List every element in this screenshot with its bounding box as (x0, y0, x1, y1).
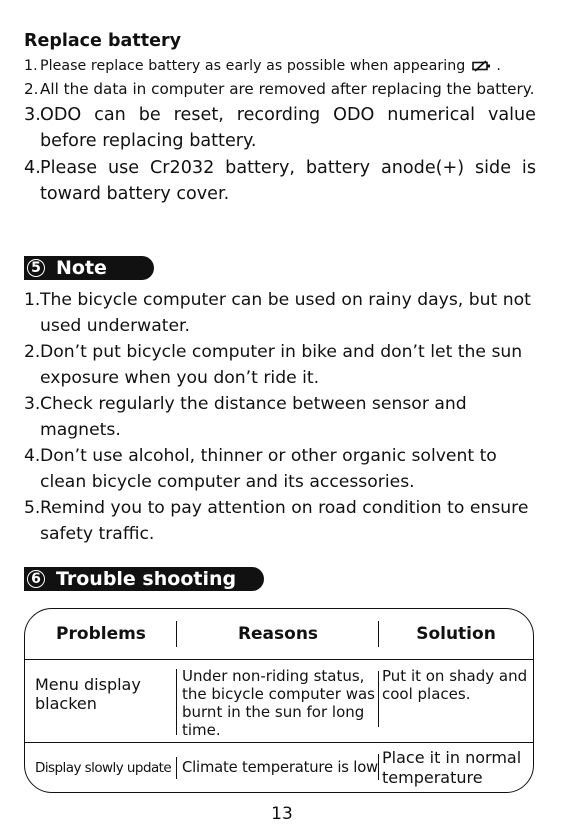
cell-solution: Place it in normal temperature (382, 748, 522, 787)
column-divider (378, 754, 379, 780)
cell-problem: Menu display blacken (35, 675, 141, 713)
column-divider (378, 621, 379, 647)
column-divider (176, 621, 177, 647)
section-number: 6 (31, 571, 41, 587)
item-text: ODO can be reset, recording ODO numerical value before replacing battery. (40, 105, 536, 151)
column-divider (176, 757, 177, 779)
item-number: 4. (24, 446, 41, 466)
item-text: The bicycle computer can be used on rainy days, but not used underwater. (40, 290, 531, 336)
item-text: All the data in computer are removed after replacing the battery. (40, 80, 535, 98)
header-problems: Problems (56, 624, 146, 644)
row-divider (25, 659, 533, 660)
section-title: Note (56, 257, 107, 279)
row-divider (25, 742, 533, 743)
item-number: 2. (24, 342, 41, 362)
item-number: 3. (24, 105, 41, 125)
cell-reason: Climate temperature is low (182, 759, 378, 776)
item-number: 4. (24, 158, 41, 178)
section-title: Trouble shooting (56, 568, 237, 590)
item-text: Please use Cr2032 battery, battery anode(+) side is toward battery cover. (40, 158, 536, 204)
item-number: 2. (24, 80, 39, 98)
item-text: Don’t put bicycle computer in bike and don’t let the sun exposure when you don’t ride it. (40, 342, 523, 388)
item-text: Check regularly the distance between sensor and magnets. (40, 394, 467, 440)
item-text: Remind you to pay attention on road condition to ensure safety traffic. (40, 498, 529, 544)
cell-problem: Display slowly update (35, 760, 172, 776)
battery-empty-icon (472, 60, 492, 72)
item-number: 3. (24, 394, 41, 414)
cell-solution: Put it on shady and cool places. (382, 667, 528, 703)
header-solution: Solution (416, 624, 496, 644)
list-item (24, 155, 536, 207)
list-item (24, 339, 536, 391)
note-list (24, 287, 536, 547)
list-item (24, 391, 536, 443)
item-text: Don’t use alcohol, thinner or other organic solvent to clean bicycle computer and its accessories. (40, 446, 497, 492)
battery-section-title: Replace battery (24, 31, 181, 51)
cell-reason: Under non-riding status, the bicycle computer was burnt in the sun for long time. (182, 667, 375, 739)
column-divider (378, 671, 379, 727)
list-item (24, 495, 536, 547)
list-item (24, 102, 536, 154)
list-item (24, 443, 536, 495)
list-item (24, 287, 536, 339)
battery-list (24, 56, 536, 207)
table-header (25, 609, 533, 659)
list-item (24, 77, 536, 101)
item-number: 1. (24, 58, 38, 74)
list-item (24, 56, 536, 76)
trouble-table (24, 608, 534, 793)
column-divider (176, 669, 177, 735)
section-number: 5 (31, 260, 41, 276)
header-reasons: Reasons (237, 624, 319, 644)
item-text: Please replace battery as early as possible when appearing (40, 58, 466, 74)
item-tail: . (496, 58, 501, 74)
item-number: 5. (24, 498, 41, 518)
item-number: 1. (24, 290, 41, 310)
page-number: 13 (271, 804, 293, 824)
